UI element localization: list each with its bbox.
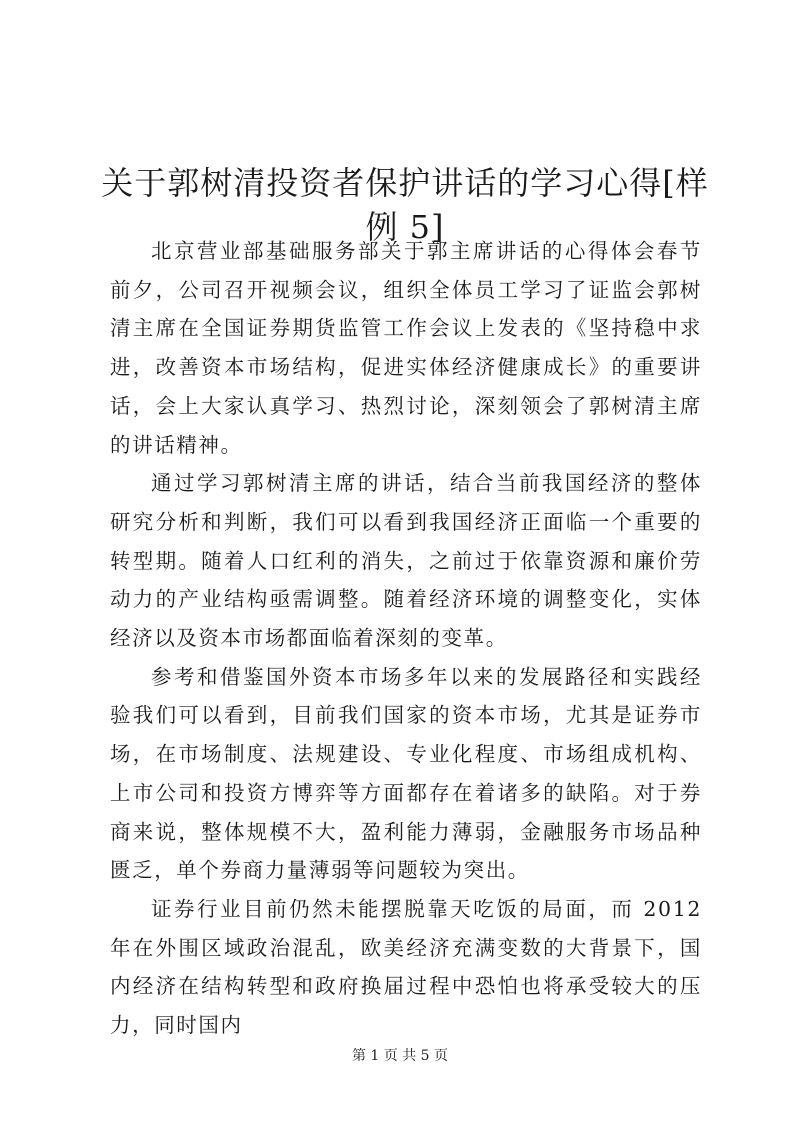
paragraph-1: 北京营业部基础服务部关于郭主席讲话的心得体会春节前夕，公司召开视频会议，组织全体员工学习了证监会郭树清主席在全国证券期货监管工作会议上发表的《坚持稳中求进，改善资本市场结构，促进实体经济健康成长》的重要讲话，会上大家认真学习、热烈讨论，深刻领会了郭树清主席的讲话精神。 bbox=[110, 239, 702, 457]
document-title: 关于郭树清投资者保护讲话的学习心得[样例 5] bbox=[101, 164, 709, 247]
document-body bbox=[110, 232, 702, 1045]
paragraph-4: 证券行业目前仍然未能摆脱靠天吃饭的局面，而 2012 年在外围区域政治混乱，欧美经济充满变数的大背景下，国内经济在结构转型和政府换届过程中恐怕也将承受较大的压力，同时国内 bbox=[110, 896, 702, 1038]
paragraph-3: 参考和借鉴国外资本市场多年以来的发展路径和实践经验我们可以看到，目前我们国家的资本市场，尤其是证券市场，在市场制度、法规建设、专业化程度、市场组成机构、上市公司和投资方博弈等方面都存在着诸多的缺陷。对于券商来说，整体规模不大，盈利能力薄弱，金融服务市场品种匮乏，单个券商力量薄弱等问题较为突出。 bbox=[110, 664, 702, 883]
page-number-footer: 第 1 页 共 5 页 bbox=[351, 1048, 449, 1064]
paragraph-2: 通过学习郭树清主席的讲话，结合当前我国经济的整体研究分析和判断，我们可以看到我国经济正面临一个重要的转型期。随着人口红利的消失，之前过于依靠资源和廉价劳动力的产业结构亟需调整。随着经济环境的调整变化，实体经济以及资本市场都面临着深刻的变革。 bbox=[110, 471, 702, 651]
